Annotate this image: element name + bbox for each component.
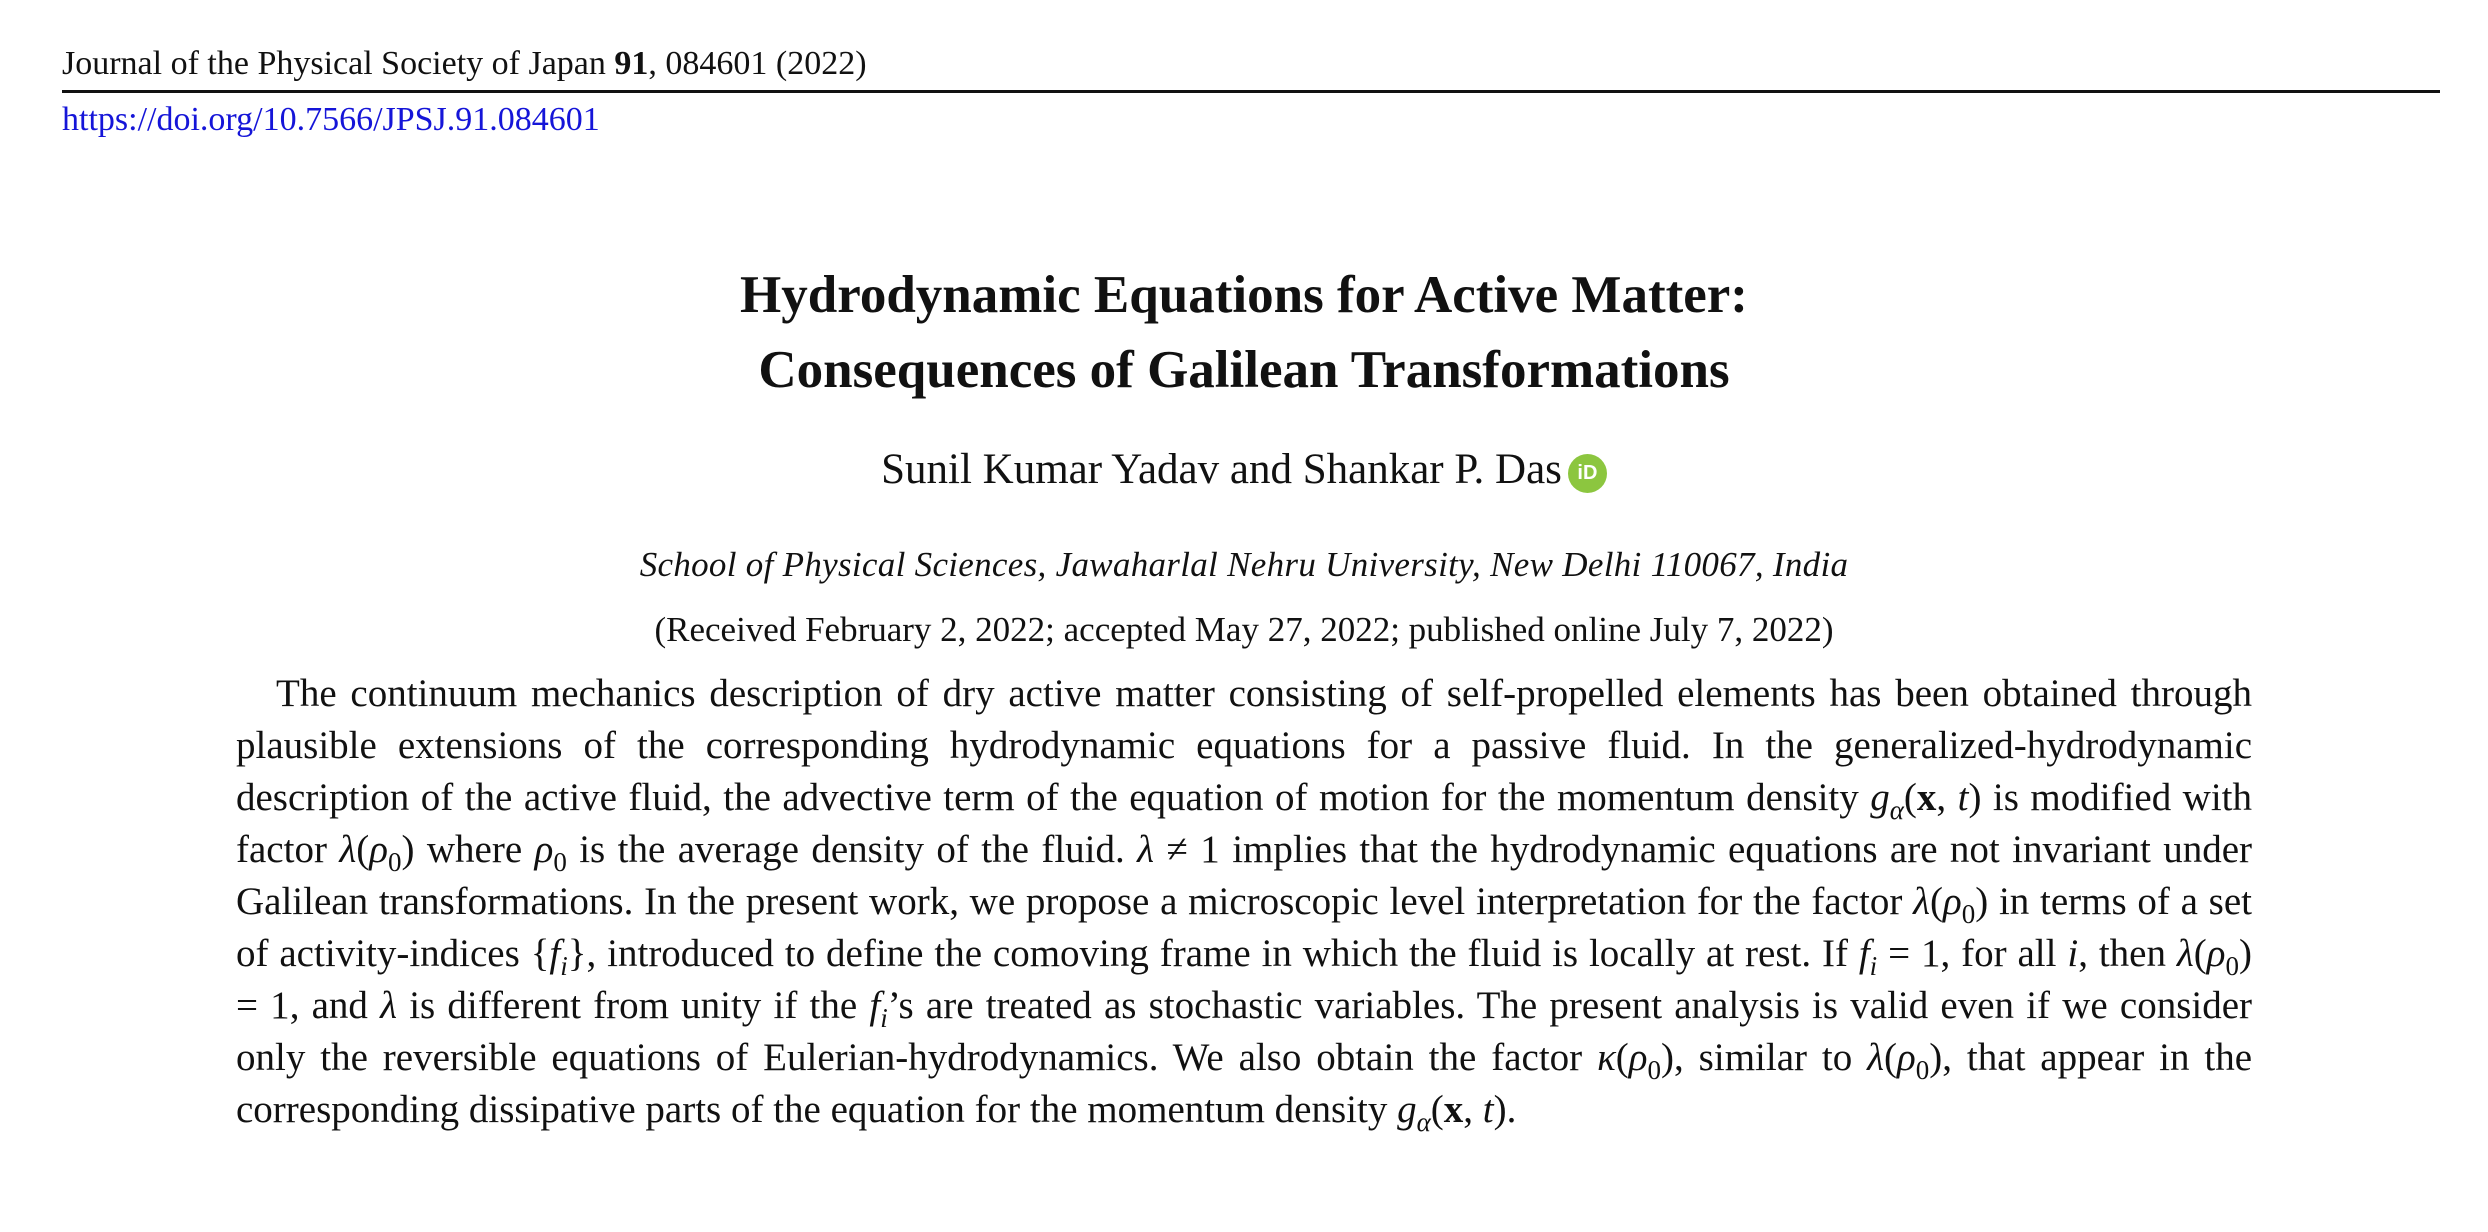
- authors-text: Sunil Kumar Yadav and Shankar P. Das: [881, 446, 1562, 493]
- journal-header: [62, 42, 2440, 93]
- journal-volume: 91: [614, 45, 649, 82]
- math-g-alpha: $g_\alpha$: [1870, 776, 1904, 825]
- abstract: The continuum mechanics description of dry active matter consisting of self-propelled elements has been obtained through plausible extensions of the corresponding hydrodynamic equations for a passive fluid. In the generalized-hydrodynamic description of the active fluid, the advective term of the equation of motion for the momentum density $g_\alpha(x$, t) is modified with factor $\lambda(\rho_0)$ where $\rho_0$ is the average density of the fluid. λ ≠ 1 implies that the hydrodynamic equations are not invariant under Galilean transformations. In the present work, we propose a microscopic level interpretation for the factor $\lambda(\rho_0)$ in terms of a set of activity-indices $\{f_i\}$, introduced to define the comoving frame in which the fluid is locally at rest. If $f_i = 1$, for all i, then $\lambda(\rho_0) = 1$, and λ is different from unity if the $f_i’s$ are treated as stochastic variables. The present analysis is valid even if we consider only the reversible equations of Eulerian-hydrodynamics. We also obtain the factor $\kappa(\rho_0)$, similar to $\lambda(\rho_0)$, that appear in the corresponding dissipative parts of the equation for the momentum density $g_\alpha(x$, t).: [236, 672, 2253, 1137]
- publication-dates: (Received February 2, 2022; accepted May 27, 2022; published online July 7, 2022): [654, 610, 1834, 649]
- paper-title: [0, 258, 2488, 408]
- title-line-2: Consequences of Galilean Transformations: [758, 341, 1730, 399]
- orcid-icon[interactable]: iD: [1568, 454, 1607, 493]
- math-lambda: λ: [339, 828, 357, 871]
- doi-link[interactable]: https://doi.org/10.7566/JPSJ.91.084601: [62, 101, 600, 138]
- math-kappa: κ: [1597, 1036, 1616, 1079]
- author-list: [0, 442, 2488, 498]
- journal-issue-year: , 084601 (2022): [648, 45, 867, 82]
- journal-name: Journal of the Physical Society of Japan: [62, 45, 606, 82]
- affiliation: School of Physical Sciences, Jawaharlal Nehru University, New Delhi 110067, India: [639, 545, 1849, 584]
- title-line-1: Hydrodynamic Equations for Active Matter:: [740, 266, 1748, 324]
